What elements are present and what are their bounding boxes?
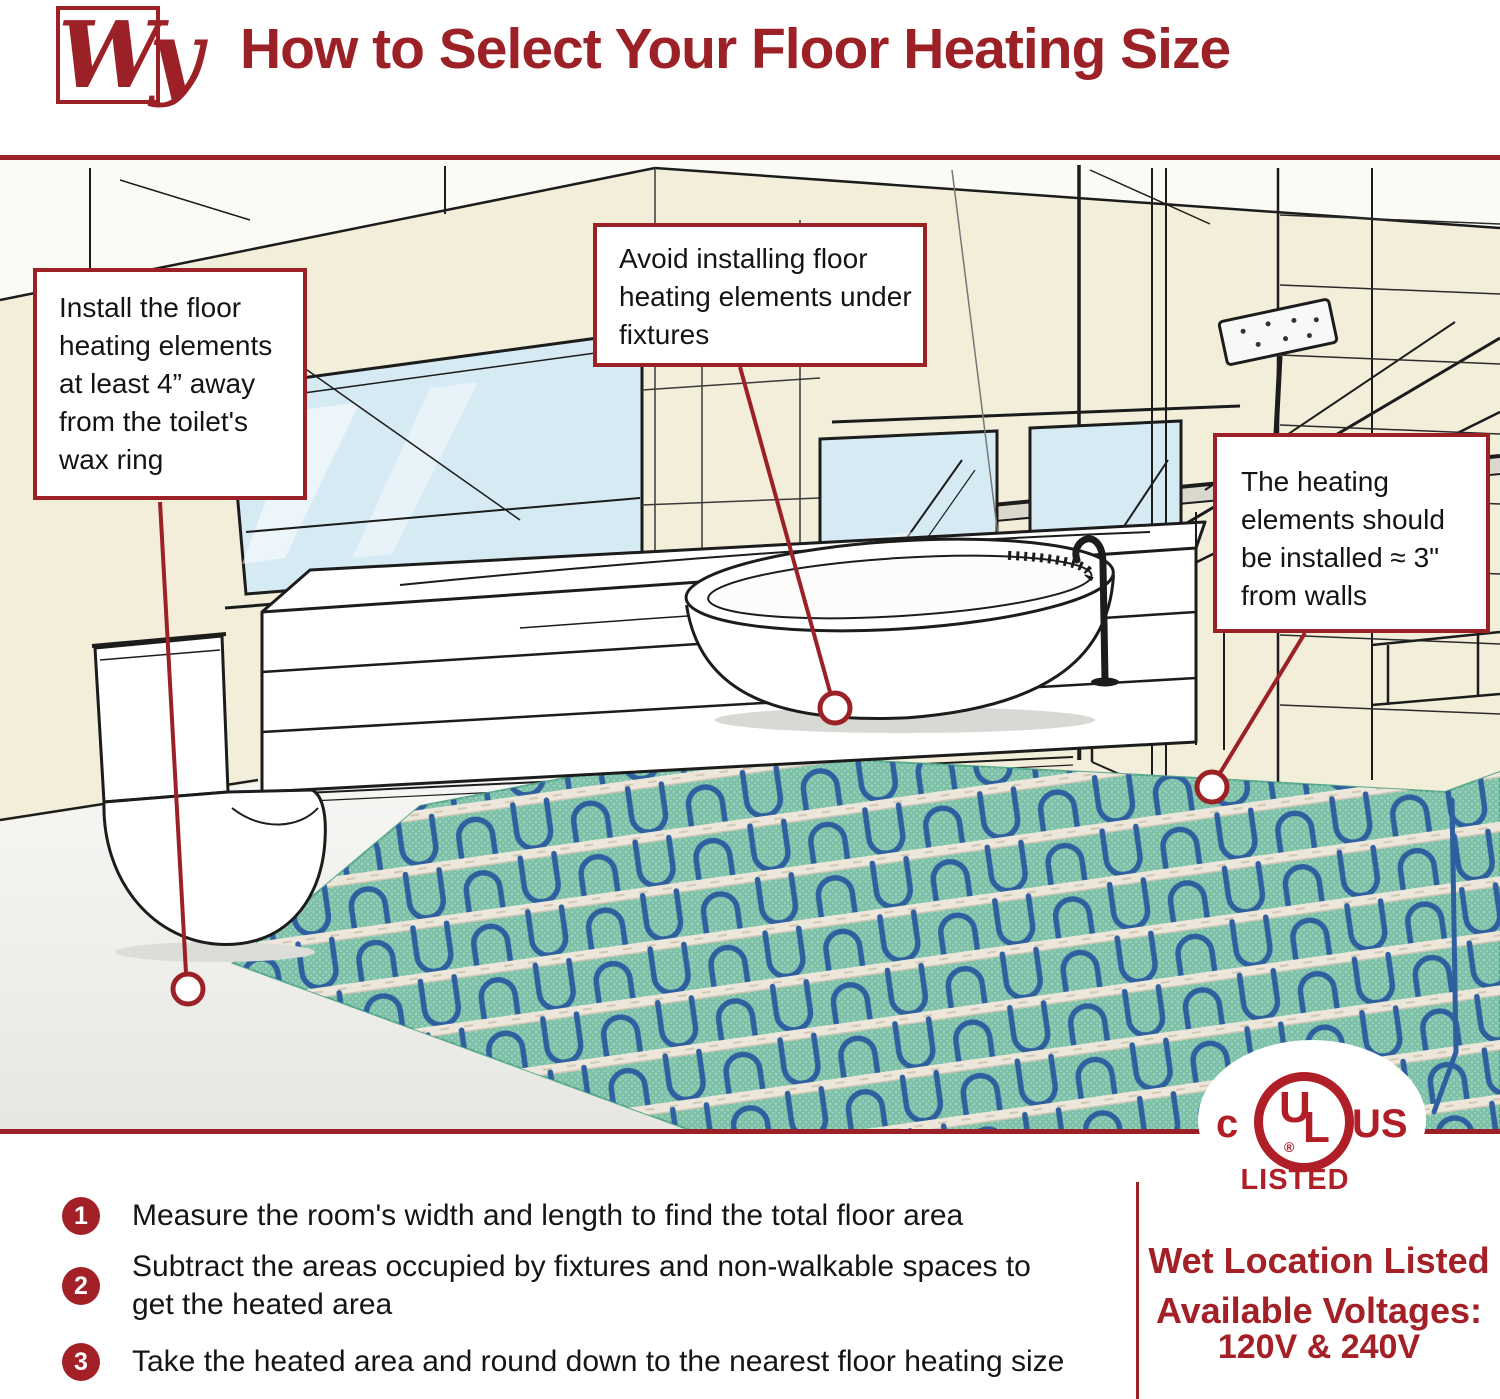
- step-row-1: [62, 1194, 963, 1238]
- step-row-2: [62, 1244, 1062, 1328]
- step-number-badge: 2: [62, 1267, 100, 1305]
- step-text: Take the heated area and round down to the nearest floor heating size: [132, 1344, 1065, 1378]
- ul-letter-l: L: [1303, 1103, 1330, 1152]
- step-text: Measure the room's width and length to find the total floor area: [132, 1198, 964, 1232]
- page-title: How to Select Your Floor Heating Size: [240, 17, 1231, 81]
- callout-toilet-clearance: Install the floor heating elements at least 4” away from the toilet's wax ring: [33, 268, 307, 500]
- callout-avoid-fixtures: Avoid installing floor heating elements under fixtures: [593, 223, 927, 367]
- ul-mark-c: c: [1216, 1102, 1239, 1146]
- ul-listed-label: LISTED: [1240, 1164, 1350, 1196]
- voltages-value: 120V & 240V: [1217, 1328, 1421, 1366]
- voltages-label: Available Voltages:: [1155, 1290, 1483, 1331]
- step-text: Subtract the areas occupied by fixtures and non-walkable spaces to get the heated area: [132, 1249, 1031, 1321]
- ul-mark-icon: [1254, 1072, 1354, 1172]
- ul-letter-u: U: [1279, 1083, 1311, 1132]
- illustration-top-border: [0, 155, 1500, 160]
- step-row-3: [62, 1340, 1064, 1384]
- brand-logo-monogram: Wy: [58, 1, 193, 109]
- vertical-divider: [1136, 1182, 1139, 1399]
- ul-mark-us: US: [1352, 1102, 1408, 1146]
- wet-location-label: Wet Location Listed: [1148, 1240, 1490, 1281]
- registered-icon: ®: [1284, 1139, 1295, 1155]
- step-number-badge: 1: [62, 1197, 100, 1235]
- step-number-badge: 3: [62, 1343, 100, 1381]
- callout-wall-clearance: The heating elements should be installed ≈ 3" from walls: [1213, 433, 1490, 633]
